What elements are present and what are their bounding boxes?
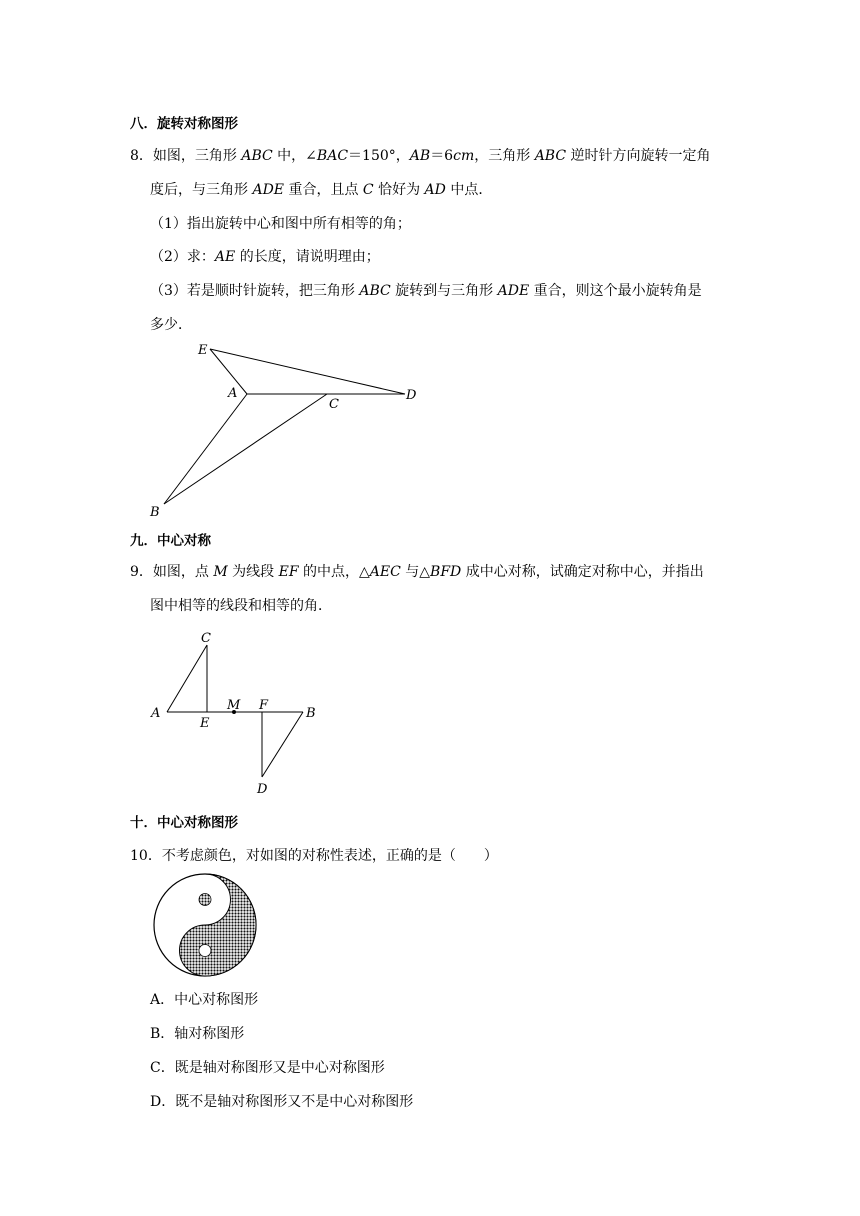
segment-AC (167, 645, 207, 712)
q8-part-1: （1）指出旋转中心和图中所有相等的角； (150, 216, 411, 232)
label-D: D (406, 388, 417, 403)
label-C: C (201, 631, 211, 646)
q8-figure (140, 338, 440, 523)
label-E: E (198, 343, 208, 358)
q10-option-a: A．中心对称图形 (150, 992, 259, 1008)
segment-AB (164, 394, 247, 504)
q10-option-b: B．轴对称图形 (150, 1026, 245, 1042)
q8-line-2: 度后，与三角形 ADE 重合，且点 C 恰好为 AD 中点． (150, 182, 493, 198)
q8-part-2: （2）求：AE 的长度，请说明理由； (150, 249, 380, 265)
label-E: E (200, 716, 210, 731)
label-A: A (151, 706, 161, 721)
q10-option-c: C．既是轴对称图形又是中心对称图形 (150, 1060, 385, 1076)
label-B: B (306, 706, 316, 721)
section-header-10: 十．中心对称图形 (130, 815, 238, 831)
q9-line-1: 9．如图，点 M 为线段 EF 的中点，△AEC 与△BFD 成中心对称，试确定对称中心，并指出 (130, 564, 704, 580)
label-M: M (227, 698, 241, 713)
q8-part-3: （3）若是顺时针旋转，把三角形 ABC 旋转到与三角形 ADE 重合，则这个最小旋转角是 (150, 283, 702, 299)
q9-figure (140, 625, 340, 800)
q8-line-1: 8．如图，三角形 ABC 中，∠BAC＝150°，AB＝6cm，三角形 ABC 逆时针方向旋转一定角 (130, 148, 711, 164)
label-B: B (150, 505, 160, 520)
yin-yang-icon (150, 870, 260, 980)
q9-line-2: 图中相等的线段和相等的角． (150, 598, 332, 614)
q8-part-3-cont: 多少． (150, 317, 192, 333)
section-header-8: 八．旋转对称图形 (130, 116, 238, 132)
segment-BD (262, 712, 303, 777)
label-C: C (329, 397, 339, 412)
q10-stem: 10．不考虑颜色，对如图的对称性表述，正确的是（ ） (130, 848, 498, 864)
label-D: D (257, 782, 268, 797)
section-header-9: 九．中心对称 (130, 533, 211, 549)
label-A: A (228, 386, 238, 401)
segment-BC (164, 394, 327, 504)
label-F: F (259, 698, 269, 713)
segment-ED (210, 349, 405, 394)
q10-option-d: D．既不是轴对称图形又不是中心对称图形 (150, 1094, 414, 1110)
